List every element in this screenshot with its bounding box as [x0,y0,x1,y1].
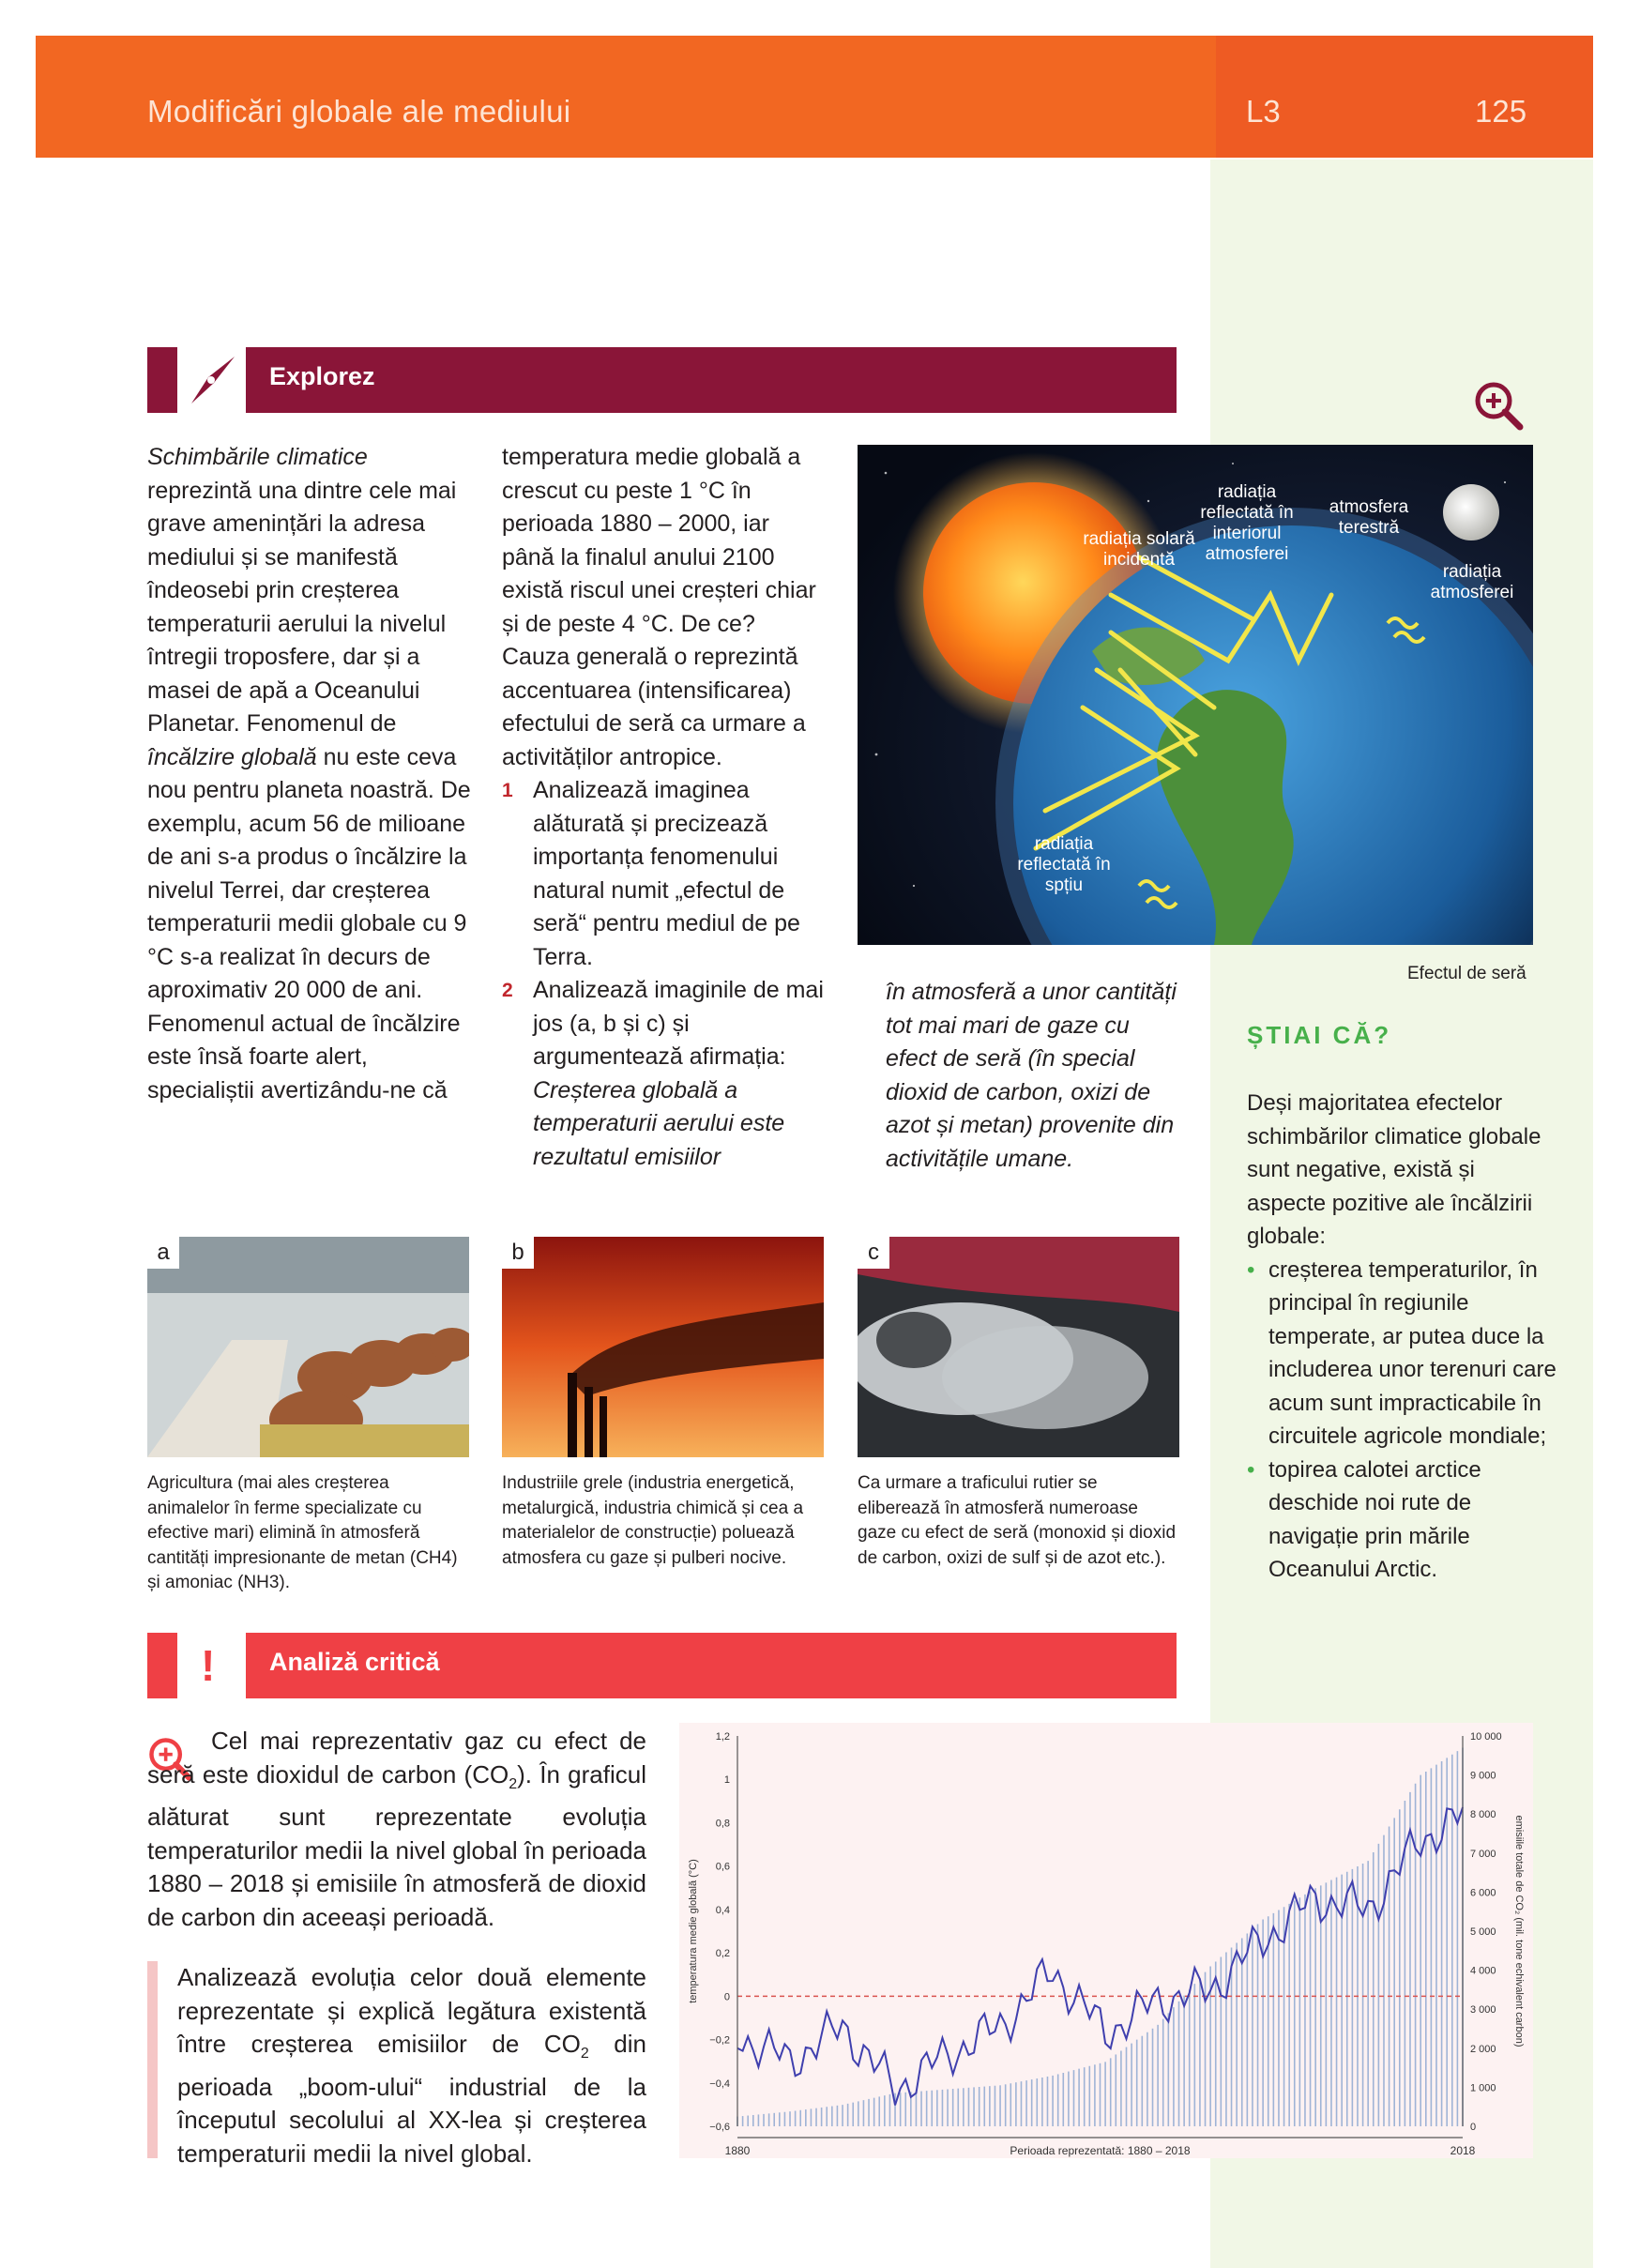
exclamation-icon: ! [201,1641,216,1690]
lesson-number: L3 [1246,94,1281,129]
analiza-subscript: 2 [509,1775,518,1792]
chart-canvas [679,1723,1533,2158]
explorez-column-1 [147,441,471,1107]
analiza-task-a: Analizează evoluția celor două elemente reprezentate și explică legătura existentă între creșterea emisiilor de CO [177,1963,646,2058]
left-tick-label: −0,6 [709,2122,730,2133]
left-tick-label: 0,2 [715,1948,730,1960]
label-atmosphere: atmosfera terestră [1329,497,1409,538]
list-item: • creșterea temperaturilor, în principal în regiunile temperate, ar putea duce la includerea unor terenuri care acum sunt impracticabile în circuitele agricole mondiale; [1247,1254,1557,1454]
task-1-number: 1 [502,780,513,801]
right-tick-label: 0 [1470,2122,1477,2133]
right-tick-label: 1 000 [1470,2082,1496,2094]
chapter-title: Modificări globale ale mediului [147,94,571,129]
greenhouse-caption: Efectul de seră [1407,964,1526,983]
right-tick-label: 3 000 [1470,2004,1496,2017]
col3-statement: în atmosferă a unor cantități tot mai mari de gaze cu efect de seră (în special dioxid de carbon, oxizi de azot și metan) provenite din activitățile umane. [886,979,1177,1172]
col2-text: temperatura medie globală a crescut cu peste 1 °C în perioada 1880 – 2000, iar până la finalul anului 2100 există riscul unei creșteri chiar și de peste 4 °C. De ce? Cauza generală o reprezintă accentuarea (intensificarea) efectului de seră ca urmare a activităților antropice. [502,444,816,770]
task-2 [502,974,826,1174]
analiza-task-subscript: 2 [580,2046,589,2063]
page-number: 125 [1475,94,1527,129]
task-2-statement: Creșterea globală a temperaturii aerului este rezultatul emisiilor [533,1076,785,1170]
x-tick-label: 2018 [1450,2144,1476,2157]
left-tick-label: 0,8 [715,1818,730,1830]
term-global-warming: încălzire globală [147,743,317,770]
label-reflected-space: radiația reflectată în spțiu [1017,834,1111,895]
label-incident-radiation: radiația solară incidentă [1083,529,1195,570]
photo-b-caption: Industriile grele (industria energetică, metalurgică, industria chimică și cea a materialelor de construcție) poluează atmosfera cu gaze și pulberi nocive. [502,1473,804,1568]
task-2-number: 2 [502,980,513,1001]
right-tick-label: 5 000 [1470,1926,1496,1938]
left-axis-title: temperatura medie globală (°C) [688,1859,699,2003]
term-climate-change: Schimbările climatice [147,444,368,470]
task-1-text: Analizează imaginea alăturată și precizează importanța fenomenului natural numit „efectul de seră“ pentru mediul de pe Terra. [533,777,800,970]
analiza-text [147,1725,646,1934]
temperature-co2-chart [679,1723,1533,2158]
left-tick-label: 0,4 [715,1904,730,1916]
analiza-text-b: ). În graficul alăturat sunt reprezentate evoluția temperaturilor medii la nivel global în perioada 1880 – 2018 și emisiile în atmosferă de dioxid de carbon din aceeași perioadă. [147,1759,647,1931]
analiza-task [177,1961,646,2170]
explorez-accent [147,347,177,413]
temperature-line [737,1807,1463,2105]
left-tick-label: 1 [723,1774,730,1787]
col1-text-a: reprezintă una dintre cele mai grave amenințări la adresa mediului și se manifestă îndeosebi prin creșterea temperaturii aerului la nivelul întregii troposfere, dar și a masei de apă a Oceanului Planetar. Fenomenul de [147,477,457,737]
list-item: • topirea calotei arctice deschide noi rute de navigație prin mările Oceanului Arctic. [1247,1454,1557,1587]
explorez-column-2 [502,441,826,1174]
did-you-know-text [1247,1087,1557,1587]
right-tick-label: 9 000 [1470,1770,1496,1782]
left-tick-label: −0,2 [709,2034,730,2047]
explorez-title: Explorez [269,362,375,390]
label-reflected-inside: radiația reflectată în interiorul atmosferei [1200,482,1294,564]
right-tick-label: 4 000 [1470,1965,1496,1977]
right-tick-label: 10 000 [1470,1731,1502,1743]
right-tick-label: 7 000 [1470,1848,1496,1860]
task-2-text: Analizează imaginile de mai jos (a, b și c) și argumentează afirmația: [533,977,824,1070]
photo-a-tag: a [147,1237,179,1269]
label-atmosphere-radiation: radiația atmosferei [1430,562,1514,602]
photo-traffic [858,1237,1179,1457]
photo-c-caption: Ca urmare a traficului rutier se eliberează în atmosferă numeroase gaze cu efect de seră (monoxid și dioxid de carbon, oxizi de sulf și de azot etc.). [858,1473,1177,1568]
left-tick-label: 0,6 [715,1861,730,1873]
left-tick-label: 1,2 [715,1731,730,1743]
did-you-know-list [1247,1254,1557,1587]
analiza-text-a: Cel mai reprezentativ gaz cu efect de seră este dioxidul de carbon (CO [147,1727,646,1789]
col1-text-b: nu este ceva nou pentru planeta noastră. De exemplu, acum 56 de milioane de ani s-a produs o încălzire la nivelul Terrei, dar creșterea temperaturii medii globale cu 9 °C s-a realizat în decurs de aproximativ 20 000 de ani. Fenomenul actual de încălzire este însă foarte alert, specialiștii avertizându-ne că [147,743,471,1104]
photo-b-tag: b [502,1237,534,1269]
analiza-accent [147,1633,177,1698]
task-accent-bar [147,1961,158,2158]
photo-c-tag: c [858,1237,889,1269]
right-tick-label: 8 000 [1470,1809,1496,1821]
task-1 [502,774,826,974]
x-tick-label: 1880 [724,2144,751,2157]
left-tick-label: −0,4 [709,2078,730,2090]
right-tick-label: 6 000 [1470,1887,1496,1899]
right-axis-title: emisiile totale de CO₂ (mil. tone echivalent carbon) [1513,1815,1525,2047]
greenhouse-effect-image [858,445,1533,945]
right-tick-label: 2 000 [1470,2043,1496,2055]
did-you-know-intro: Deși majoritatea efectelor schimbărilor climatice globale sunt negative, există și aspecte pozitive ale încălzirii globale: [1247,1090,1541,1249]
x-axis-title: Perioada reprezentată: 1880 – 2018 [1010,2144,1191,2157]
photo-farm [147,1237,469,1457]
analiza-task-b: din perioada „boom-ului“ industrial de la începutul secolului al XX-lea și creșterea temperaturii medii la nivel global. [177,2030,647,2168]
did-you-know-title: ȘTIAI CĂ? [1247,1021,1392,1049]
zoom-in-icon[interactable] [1473,380,1526,433]
compass-icon [180,349,246,411]
left-tick-label: 0 [723,1991,730,2003]
explorez-bar [246,347,1177,413]
photo-a-caption: Agricultura (mai ales creșterea animalelor în ferme specializate cu efective mari) elimină în atmosferă cantități impresionante de metan (CH4) și amoniac (NH3). [147,1473,458,1592]
photo-industry [502,1237,824,1457]
analiza-title: Analiză critică [269,1648,440,1676]
